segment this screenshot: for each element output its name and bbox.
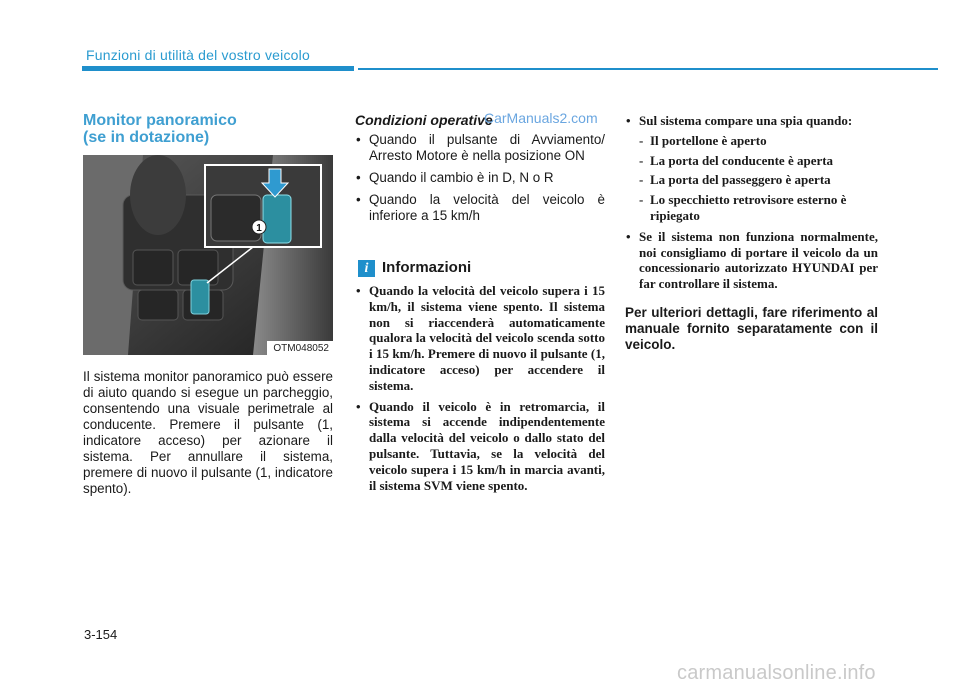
info-icon: i	[358, 260, 375, 277]
list-item: • Quando la velocità del veicolo supera i 15 km/h, il sistema viene spento. Il sistema non si riaccenderà automaticamente qualora la velocità del veicolo scenda sotto i 15 km/h. Premere di nuovo il pulsante (1, indicatore acceso) per accendere il sistema.	[355, 283, 605, 394]
section-title-line2: (se in dotazione)	[83, 129, 210, 146]
list-item	[625, 113, 878, 224]
list-item: • Quando il pulsante di Avviamento/ Arresto Motore è nella posizione ON	[355, 132, 605, 164]
warning-intro: Sul sistema compare una spia quando:	[639, 113, 853, 128]
header-rule	[358, 68, 938, 70]
section-title-line1: Monitor panoramico	[83, 112, 237, 129]
console-illustration	[83, 155, 333, 355]
page-number: 3-154	[84, 627, 118, 642]
warning-list	[625, 113, 878, 292]
info-list	[355, 283, 605, 498]
intro-paragraph: Il sistema monitor panoramico può essere di aiuto quando si esegue un parcheggio, consentendo una visuale perimetrale al conducente. Premere il pulsante (1, indicatore acceso) per azionare il sistema. Per annullare il sistema, premere di nuovo il pulsante (1, indicatore spento).	[83, 369, 333, 496]
warning-column	[625, 113, 878, 353]
more-details-text: Per ulteriori dettagli, fare riferimento al manuale fornito separatamente con il veicolo.	[625, 304, 878, 352]
figure-caption: OTM048052	[267, 341, 333, 355]
chapter-title: Funzioni di utilità del vostro veicolo	[86, 47, 310, 63]
sub-list-item: - Lo specchietto retrovisore esterno è ripiegato	[639, 192, 878, 224]
watermark-text: CarManuals2.com	[484, 110, 598, 126]
conditions-list	[355, 132, 605, 230]
info-label: Informazioni	[382, 259, 472, 276]
sub-list-item: - Il portellone è aperto	[639, 133, 878, 149]
list-item: • Quando il veicolo è in retromarcia, il sistema si accende indipendentemente dalla velocità del veicolo o dallo stato del pulsante. Tuttavia, se la velocità del veicolo supera i 15 km/h in marcia avanti, il sistema SVM viene spento.	[355, 399, 605, 494]
header-accent-bar	[82, 66, 354, 71]
footer-watermark: carmanualsonline.info	[677, 662, 876, 684]
warning-sub-list	[639, 133, 878, 224]
sub-list-item: - La porta del conducente è aperta	[639, 153, 878, 169]
callout-number: 1	[256, 223, 262, 234]
list-item: • Quando la velocità del veicolo è inferiore a 15 km/h	[355, 192, 605, 224]
section-title	[83, 112, 237, 146]
sub-list-item: - La porta del passeggero è aperta	[639, 172, 878, 188]
conditions-title: Condizioni operative	[355, 112, 493, 128]
list-item: • Se il sistema non funziona normalmente, noi consigliamo di portare il veicolo da un concessionario autorizzato HYUNDAI per far controllare il sistema.	[625, 229, 878, 292]
console-photo	[83, 155, 333, 355]
list-item: • Quando il cambio è in D, N o R	[355, 170, 605, 186]
